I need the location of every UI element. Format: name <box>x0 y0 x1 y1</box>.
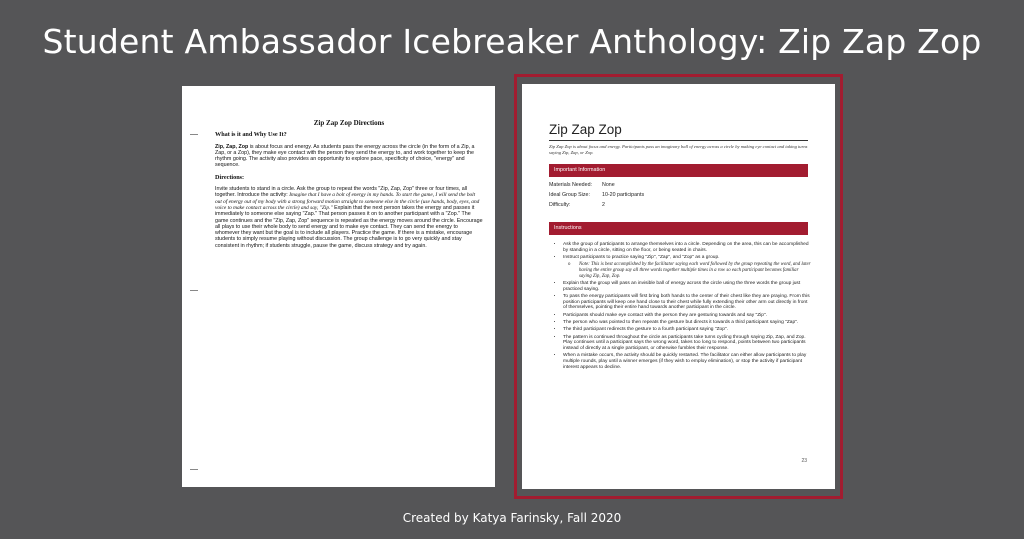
info-value: None <box>602 182 615 188</box>
original-dir-italic: Imagine that I have a bolt of energy in my hands. To start the game, I will send the bolt out of energy out of my body with a strong forward motion straight to someone else in the circle (use hands, body, eyes, and voice to make contact across the circle) and say, "Zip." <box>215 192 480 211</box>
list-item: • The third participant redirects the gesture to a fourth participant saying "Zop". <box>563 327 811 333</box>
important-info-header: Important Information <box>549 164 808 177</box>
credit-line: Created by Katya Farinsky, Fall 2020 <box>402 511 622 525</box>
list-item: • To pass the energy participants will first bring both hands to the center of their chest like they are praying. From this position participants will keep one hand close to their chest while fully extending their other arm out directly in front of themselves, pointing their entire hand towards another participant in the circle. <box>563 294 811 311</box>
original-heading-why: What is it and Why Use It? <box>215 131 287 139</box>
list-item: • The person who was pointed to then repeats the gesture but directs it towards a third participant saying "Zap". <box>563 320 811 326</box>
instructions-list <box>549 242 811 372</box>
list-item: • Explain that the group will pass an invisible ball of energy across the circle using the three words the group just practiced saying. <box>563 281 811 292</box>
info-label: Materials Needed: <box>549 182 592 188</box>
scan-content <box>215 120 483 255</box>
instruction-note: o Note: This is best accomplished by the facilitator saying each word followed by the group repeating the word, and later having the entire group say all three words together multiple times in a row so each participant becomes familiar saying Zip, Zap, Zop. <box>571 262 811 279</box>
list-item: • Ask the group of participants to arrange themselves into a circle. Depending on the area, this can be accomplished by standing in a circle, sitting on the floor, or being seated in chairs. <box>563 242 811 253</box>
redesigned-title: Zip Zap Zop <box>549 122 622 137</box>
info-value: 2 <box>602 202 605 208</box>
original-why-bold: Zip, Zap, Zop <box>215 143 249 150</box>
slide-title: Student Ambassador Icebreaker Anthology: Zip Zap Zop <box>42 22 982 61</box>
list-item: • When a mistake occurs, the activity should be quickly restarted. The facilitator can either allow participants to play multiple rounds, play until a winner emerges (if they wish to employ elimination), or stop the activity if participant interest appears to decline. <box>563 353 811 370</box>
page-number: 23 <box>801 458 807 464</box>
redesigned-page <box>522 84 835 489</box>
title-rule <box>549 140 808 141</box>
list-item: • Participants should make eye contact with the person they are gesturing towards and say "Zip". <box>563 313 811 319</box>
instructions-header: Instructions <box>549 222 808 235</box>
original-dir-part1: Invite students to stand in a circle. Ask the group to repeat the words "Zip, Zap, Zop" three or four times, all together. Introduce the activity: <box>215 186 468 199</box>
info-label: Ideal Group Size: <box>549 192 590 198</box>
binder-mark <box>190 134 198 135</box>
original-dir-part2: Explain that the next person takes the energy and passes it immediately to someone else saying "Zap." That person passes it on to another participant with a "Zop." The game continues and the "Zip, Zap, Zop" sequence is repeated as the energy moves around the circle. Encourage all plays to use their whole body to send energy and to make eye contact. They can send the energy to whomever they want but the goal is to include all players. Practice the game. If there is a mistake, encourage students to simply resume playing without discussion. The group challenge is to go very quickly and stay consistent in rhythm; if students struggle, pause the game, discuss strategy and try again. <box>215 204 483 249</box>
original-why-paragraph <box>215 144 483 169</box>
info-row-materials <box>549 182 615 188</box>
original-directions-page <box>182 86 495 487</box>
original-heading-directions: Directions: <box>215 173 245 181</box>
original-why-text: is about focus and energy. As students pass the energy across the circle (in the form of a Zip, a Zap, or a Zop), they make eye contact with the person they send the energy to, and work together to keep the rhythm going. The activity also provides an opportunity to explore pace, specificity of choice, "energy" and sequence. <box>215 143 475 169</box>
binder-mark <box>190 290 198 291</box>
info-label: Difficulty: <box>549 202 571 208</box>
info-row-group-size <box>549 192 644 198</box>
original-directions-paragraph <box>215 186 483 249</box>
info-row-difficulty <box>549 202 605 208</box>
redesigned-intro: Zip Zap Zop is about focus and energy. Participants pass an imaginary ball of energy across a circle by making eye contact and taking turns saying Zip, Zap, or Zop. <box>549 144 808 155</box>
binder-mark <box>190 469 198 470</box>
info-value: 10-20 participants <box>602 192 645 198</box>
original-title: Zip Zap Zop Directions <box>313 119 385 127</box>
list-item: • The pattern is continued throughout the circle as participants take turns cycling through saying Zip, Zap, and Zop. Play continues until a participant says the wrong word, takes too long to respond, points between two participants instead of directly at a single participant, or otherwise fumbles their response. <box>563 335 811 352</box>
list-item: • Instruct participants to practice saying "Zip", "Zap", and "Zop" as a group. <box>563 255 811 261</box>
